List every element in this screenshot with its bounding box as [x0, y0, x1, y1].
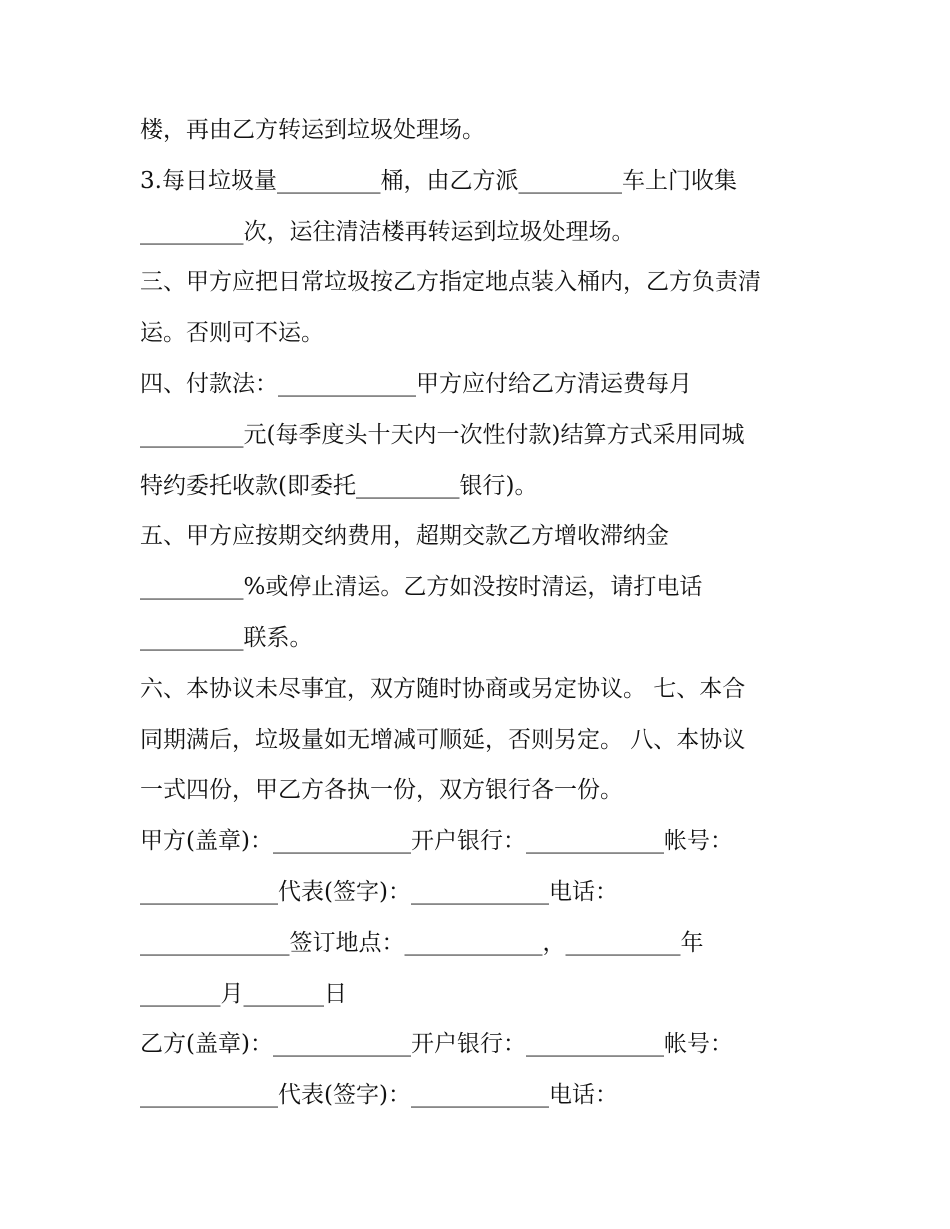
text-line: _________元(每季度头十天内一次性付款)结算方式采用同城 — [140, 421, 745, 448]
signature-line: _____________签订地点：____________，__________年 — [140, 929, 704, 956]
signature-line: ____________代表(签字)：____________电话： — [140, 878, 618, 905]
text-line: 楼，再由乙方转运到垃圾处理场。 — [140, 117, 485, 143]
signature-line: ____________代表(签字)：____________电话： — [140, 1082, 618, 1109]
signature-line: 乙方(盖章)：____________开户银行：____________帐号： — [140, 1031, 733, 1058]
signature-line: 甲方(盖章)：____________开户银行：____________帐号： — [140, 828, 733, 855]
text-line: 四、付款法：____________甲方应付给乙方清运费每月 — [140, 370, 692, 397]
contract-text — [140, 105, 830, 1121]
text-line: 3.每日垃圾量_________桶，由乙方派_________车上门收集 — [140, 167, 737, 194]
text-line: 六、本协议未尽事宜，双方随时协商或另定协议。 七、本合 — [140, 675, 746, 702]
date-line: _______月_______日 — [140, 980, 347, 1007]
text-line: 一式四份，甲乙方各执一份，双方银行各一份。 — [140, 777, 623, 804]
text-line: _________次，运往清洁楼再转运到垃圾处理场。 — [140, 218, 635, 245]
text-line: _________%或停止清运。乙方如没按时清运，请打电话 — [140, 574, 703, 601]
text-line: 三、甲方应把日常垃圾按乙方指定地点装入桶内，乙方负责清 — [140, 269, 761, 296]
text-line: 特约委托收款(即委托_________银行)。 — [140, 472, 538, 499]
text-line: 同期满后，垃圾量如无增减可顺延，否则另定。 八、本协议 — [140, 726, 746, 753]
text-line: _________联系。 — [140, 624, 313, 651]
text-line: 运。否则可不运。 — [140, 320, 324, 347]
text-line: 五、甲方应按期交纳费用，超期交款乙方增收滞纳金 — [140, 523, 669, 550]
